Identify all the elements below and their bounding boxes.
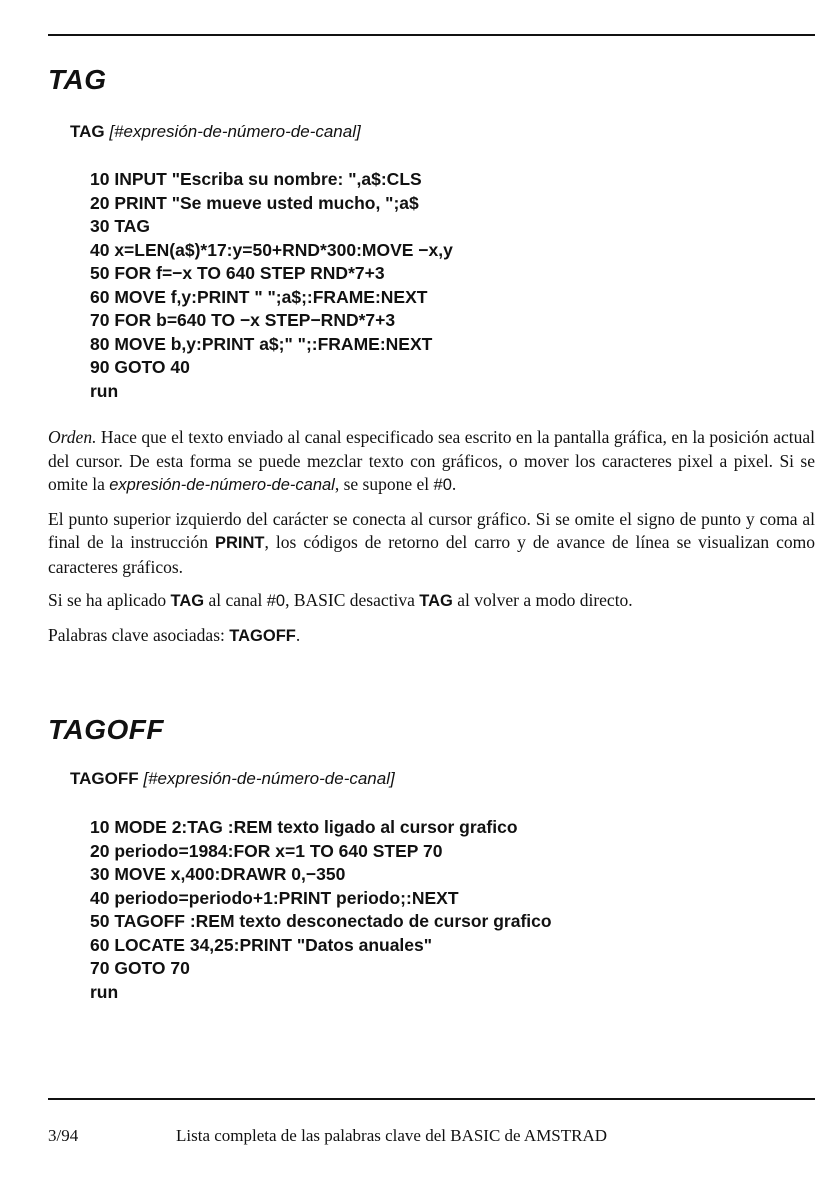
footer-title: Lista completa de las palabras clave del BASIC de AMSTRAD — [176, 1126, 608, 1145]
text-run: . — [451, 474, 457, 494]
text-run: al volver a modo directo. — [452, 590, 633, 610]
code-line: 10 MODE 2:TAG :REM texto ligado al cursor grafico — [90, 817, 518, 837]
text-run: El punto superior izquierdo del carácter se conecta al cursor gráfico. Si se omite el signo de punto y coma al final de la instrucción — [48, 508, 815, 552]
section-heading-tag: TAG — [48, 64, 107, 95]
text-run: , los códigos de retorno del carro y de avance de línea se visualizan como caracteres gráficos. — [48, 532, 815, 577]
text-run: Palabras clave asociadas: — [48, 624, 230, 645]
page-footer — [48, 1126, 607, 1146]
code-listing-tagoff — [90, 816, 552, 1004]
code-line: 50 FOR f=−x TO 640 STEP RND*7+3 — [90, 263, 385, 283]
paragraph-lead: Orden. — [48, 427, 97, 447]
code-line: 20 periodo=1984:FOR x=1 TO 640 STEP 70 — [90, 840, 443, 861]
text-run: Si se ha aplicado — [48, 590, 171, 610]
channel-term: #0 — [266, 592, 286, 610]
code-line: run — [90, 981, 119, 1002]
code-line: 10 INPUT "Escriba su nombre: ",a$:CLS — [90, 169, 422, 189]
paragraph-cursor — [48, 508, 815, 580]
channel-term: #0 — [433, 476, 452, 494]
section-heading-tagoff: TAGOFF — [48, 714, 165, 745]
code-line: 80 MOVE b,y:PRINT a$;" ";:FRAME:NEXT — [90, 333, 433, 354]
top-rule — [48, 34, 815, 36]
syntax-argument: [#expresión-de-número-de-canal] — [109, 122, 361, 141]
paragraph-definition — [48, 426, 815, 498]
syntax-keyword: TAG — [70, 122, 105, 141]
text-run: al canal — [204, 590, 267, 610]
code-line: 90 GOTO 40 — [90, 357, 190, 377]
text-run: , se supone el — [334, 474, 434, 494]
keyword-term: TAG — [170, 592, 205, 610]
text-run: . — [295, 624, 301, 645]
syntax-keyword: TAGOFF — [70, 769, 139, 788]
code-listing-tag — [90, 168, 453, 403]
text-run: , BASIC desactiva — [285, 590, 420, 610]
code-line: 70 GOTO 70 — [90, 958, 190, 978]
argument-term: expresión-de-número-de-canal — [109, 476, 335, 494]
syntax-line-tag — [70, 122, 361, 142]
keyword-term: TAGOFF — [229, 626, 296, 645]
code-line: 70 FOR b=640 TO −x STEP−RND*7+3 — [90, 310, 396, 330]
syntax-line-tagoff — [70, 769, 395, 789]
bottom-rule — [48, 1098, 815, 1100]
code-line: 20 PRINT "Se mueve usted mucho, ";a$ — [90, 192, 419, 213]
keyword-term: PRINT — [215, 534, 265, 552]
description-tag — [48, 426, 815, 658]
paragraph-related — [48, 624, 815, 649]
code-line: 60 MOVE f,y:PRINT " ";a$;:FRAME:NEXT — [90, 286, 428, 307]
paragraph-channel — [48, 589, 815, 614]
code-line: 30 MOVE x,400:DRAWR 0,−350 — [90, 864, 346, 884]
code-line: 30 TAG — [90, 216, 150, 236]
code-line: 50 TAGOFF :REM texto desconectado de cursor grafico — [90, 911, 552, 931]
code-line: 60 LOCATE 34,25:PRINT "Datos anuales" — [90, 934, 433, 955]
code-line: run — [90, 380, 119, 401]
page-number: 3/94 — [48, 1126, 79, 1145]
text-run: Hace que el texto enviado al canal especificado sea escrito en la pantalla gráfica, en la posición actual del cursor. De esta forma se puede mezclar texto con gráficos, o mover los caracteres pixel a pixel. Si se omite la — [48, 427, 815, 494]
syntax-argument: [#expresión-de-número-de-canal] — [143, 769, 395, 788]
keyword-term: TAG — [419, 592, 453, 610]
code-line: 40 periodo=periodo+1:PRINT periodo;:NEXT — [90, 887, 459, 908]
code-line: 40 x=LEN(a$)*17:y=50+RND*300:MOVE −x,y — [90, 239, 453, 260]
